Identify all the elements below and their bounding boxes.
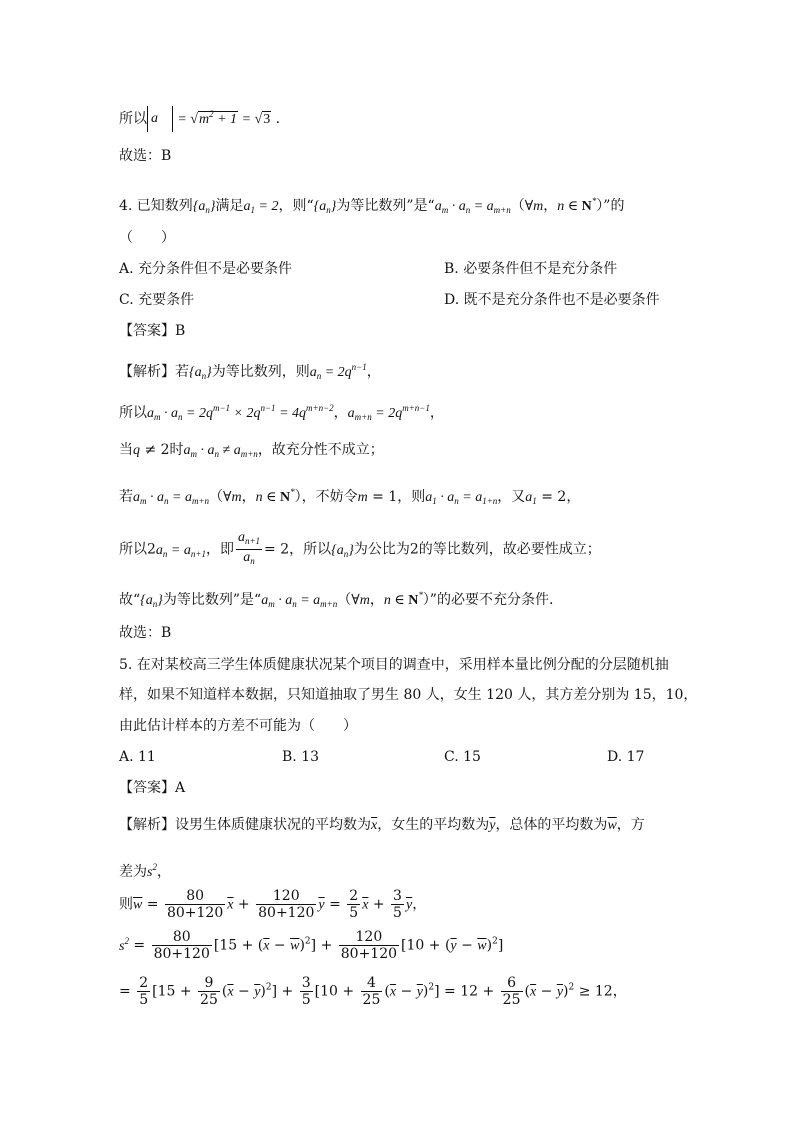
text-line-modulus: 所以 a⃗ = $√m^2 + 1 = √3$ . [119,104,280,132]
q4-answer: 【答案】B [119,323,186,339]
q4-explain-2: 所以$a_m \cdot a_n = 2q^{m-1} \times 2q^{n-1} = 4q^{m+n-2}$，$a_{m+n} = 2q^{m+n-1}$， [119,403,444,422]
q4-stem: 4. 已知数列$\{a_n\}$满足$a_1 = 2$，则“$\{a_n\}$为等比数列”是“$a_m \cdot a_n$ = $a_{m+n}(\forall m$，n ∈ N*）”的 [119,196,625,215]
q5-stem-1: 5. 在对某校高三学生体质健康状况某个项目的调查中，采用样本量比例分配的分层随机抽 [119,657,669,673]
q5-explain-2: 差为$s^2$， [119,862,171,880]
q4-option-d: D. 既不是充分条件也不是必要条件 [444,292,660,308]
q5-explain-1: 【解析】设男生体质健康状况的平均数为$\overline{x}$，女生的平均数为$\overline{y}$，总体的平均数为$\overline{w}$，方 [119,817,645,833]
q5-option-b: B. 13 [282,749,320,765]
q4-explain-4: 若$a_m \cdot a_n$ = $a_{m+n}(\forall m$，n ∈ N*），不妨令m = 1，则$a_1 \cdot a_n = a_{1+n}$，又$a_1 = 2$， [119,487,581,506]
q5-equation-2: $s^2$ = $\frac{80}{80+120}$ $[15 + (\overline{x} - \overline{w})^2]$ + $\frac{120}{80+120}$ $[10 + (\overline{y} - \overline{w})^2]$ [119,929,504,962]
q4-explain-6: 故“$\{a_n\}$为等比数列”是“$a_m \cdot a_n$ = $a_{m+n}(\forall m$，n ∈ N*）”的必要不充分条件. [119,590,554,609]
q5-stem-3: 由此估计样本的方差不可能为（ ） [119,718,357,734]
q4-explain-1: 【解析】若$\{a_n\}$为等比数列，则$a_n = 2q^{n-1}$， [119,362,381,381]
vector-a-modulus: a⃗ [147,106,173,132]
line-prefix: 所以 [119,111,147,127]
q5-option-a: A. 11 [119,749,156,765]
choose-line-2: 故选：B [119,625,172,641]
q4-option-a: A. 充分条件但不是必要条件 [119,261,293,277]
q4-explain-3: 当q ≠ 2时$a_m \cdot a_n \ne a_{m+n}$，故充分性不成立； [119,442,384,459]
choose-line-1: 故选：B [119,148,172,164]
q5-answer: 【答案】A [119,780,186,796]
q5-equation-1: 则$\overline{w}$ = $\frac{80}{80+120}$ $\overline{x}$ + $\frac{120}{80+120}$ $\overline{y}$ = $\frac{2}{5}$ $\overline{x}$ + $\frac{3}{5}$ $\overline{y}$， [119,888,427,921]
q5-stem-2: 样，如果不知道样本数据，只知道抽取了男生 80 人，女生 120 人，其方差分别为 15，10， [119,687,698,703]
q4-option-c: C. 充要条件 [119,292,195,308]
q4-option-b: B. 必要条件但不是充分条件 [444,261,618,277]
q4-paren: （ ） [119,230,175,246]
q4-explain-5: 所以$2a_n = a_{n+1}$，即 $\frac{a_{n+1}}{a_n}$ = 2，所以$\{a_n\}$为公比为2的等比数列，故必要性成立； [119,530,601,566]
q5-option-c: C. 15 [444,749,481,765]
q5-equation-3: = $\frac{2}{5}$ [15 + $\frac{9}{25}$ $(\overline{x} - \overline{y})^2$] + $\frac{3}{5}$ [10 + $\frac{4}{25}$ $(\overline{x} - \overline{y})^2] = 12$ + $\frac{6}{25}$ $(\overline{x} - \overline{y})^2 \ge 12$， [119,975,627,1008]
q5-option-d: D. 17 [607,749,645,765]
